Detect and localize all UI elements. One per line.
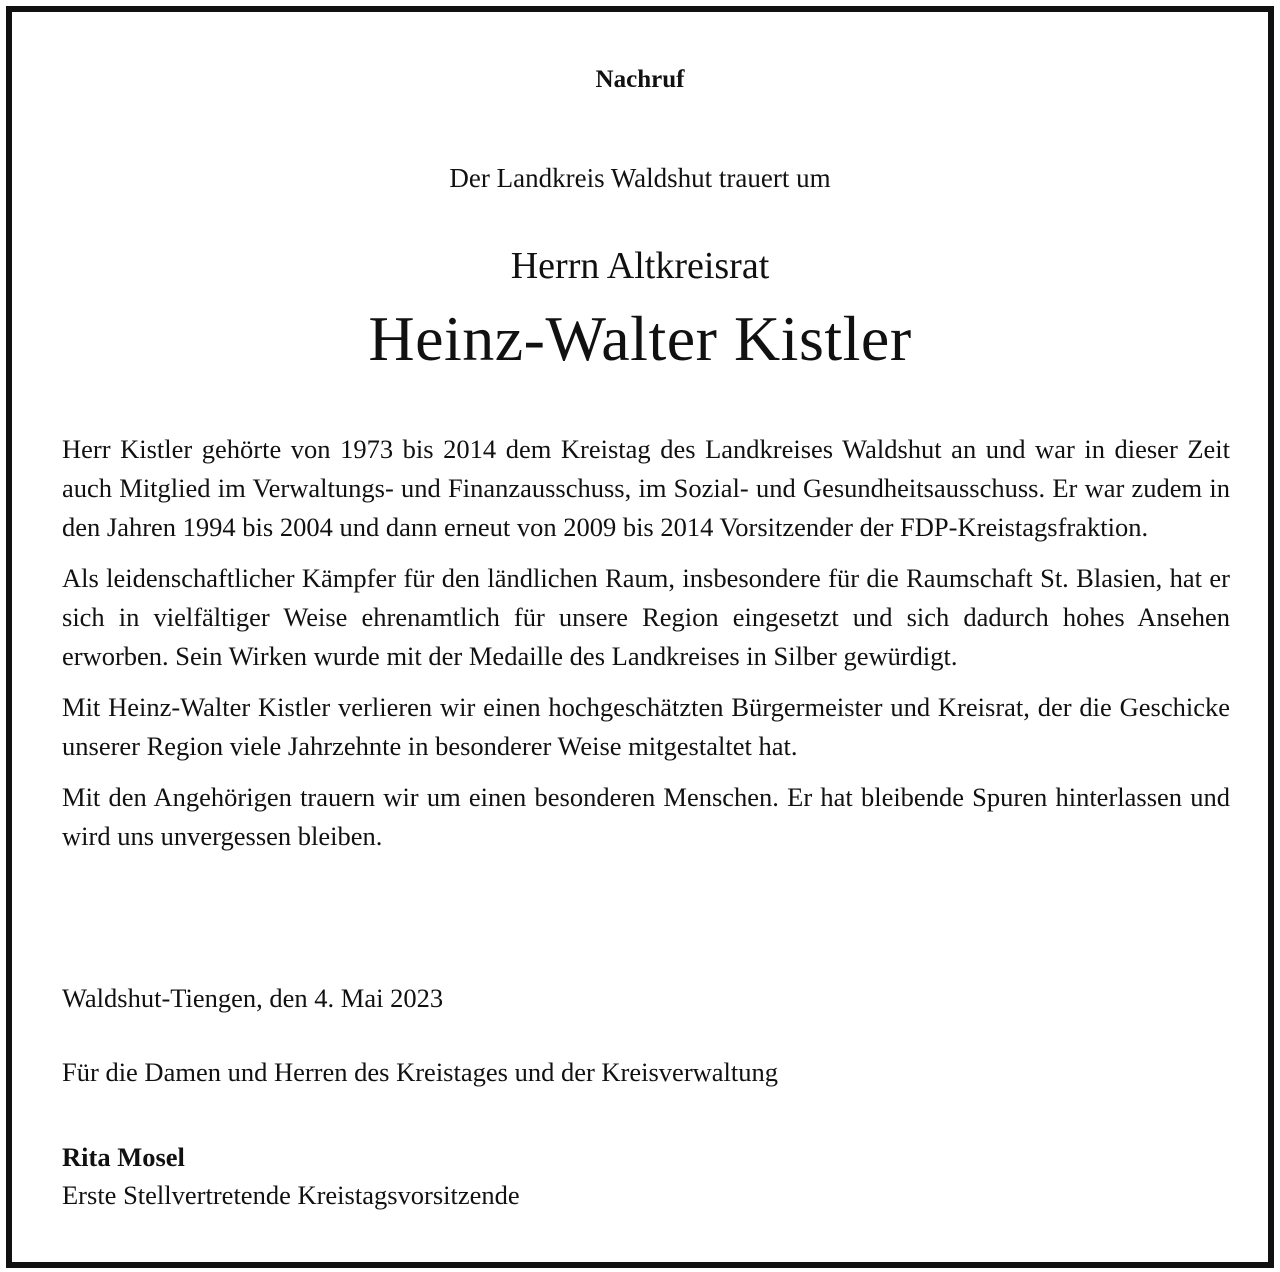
on-behalf-line: Für die Damen und Herren des Kreistages und der Kreisverwaltung [62,1057,779,1087]
signer-name: Rita Mosel [62,1142,185,1172]
deceased-title: Herrn Altkreisrat [510,245,770,287]
body-paragraph: Mit Heinz-Walter Kistler verlieren wir einen hochgeschätzten Bürgermeister und Kreisrat, der die Geschicke unserer Region viele Jahrzehnte in besonderer Weise mitgestaltet hat. [62,692,1230,761]
place-date: Waldshut-Tiengen, den 4. Mai 2023 [62,983,444,1013]
signer-role: Erste Stellvertretende Kreistagsvorsitzende [62,1180,520,1210]
body-paragraph: Als leidenschaftlicher Kämpfer für den ländlichen Raum, insbesondere für die Raumschaft St. Blasien, hat er sich in vielfältiger Weise ehrenamtlich für unsere Region eingesetzt und sich dadurch hohes Ansehen erworben. Sein Wirken wurde mit der Medaille des Landkreises in Silber gewürdigt. [62,563,1230,671]
obituary-body [62,430,1230,868]
body-paragraph: Mit den Angehörigen trauern wir um einen besonderen Menschen. Er hat bleibende Spuren hinterlassen und wird uns unvergessen bleiben. [62,782,1230,851]
notice-label: Nachruf [595,66,685,93]
body-paragraph: Herr Kistler gehörte von 1973 bis 2014 dem Kreistag des Landkreises Waldshut an und war in dieser Zeit auch Mitglied im Verwaltungs- und Finanzausschuss, im Sozial- und Gesundheitsausschuss. Er war zudem in den Jahren 1994 bis 2004 und dann erneut von 2009 bis 2014 Vorsitzender der FDP-Kreistagsfraktion. [62,434,1230,542]
obituary-notice [6,6,1274,1268]
mourning-intro: Der Landkreis Waldshut trauert um [449,163,831,193]
deceased-name: Heinz-Walter Kistler [368,303,912,374]
